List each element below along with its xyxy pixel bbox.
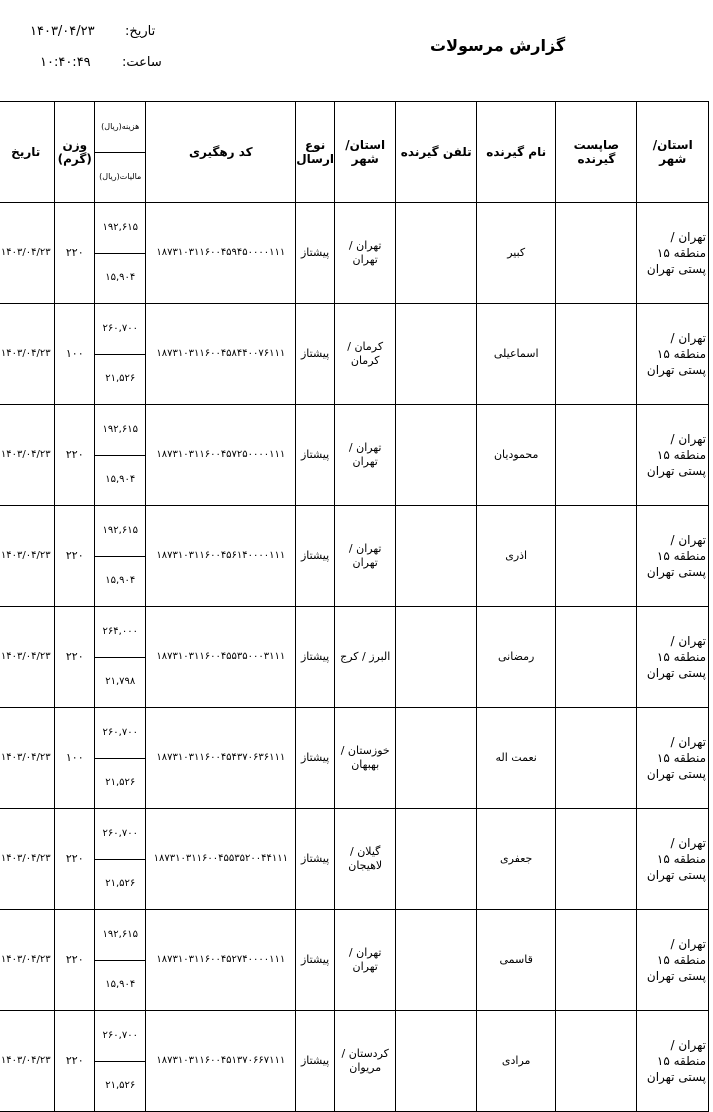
col-weight: وزن (گرم) bbox=[55, 102, 95, 203]
recipient-name-cell: قاسمی bbox=[477, 910, 556, 1011]
cost-value: ۲۶۰,۷۰۰ bbox=[95, 304, 145, 354]
date-cell: ۱۴۰۳/۰۴/۲۳ bbox=[0, 809, 55, 910]
table-row bbox=[0, 708, 709, 809]
tracking-cell: ۱۸۷۳۱۰۳۱۱۶۰۰۴۵۷۲۵۰۰۰۰۱۱۱ bbox=[146, 405, 296, 506]
recipient-phone-cell bbox=[396, 1011, 477, 1112]
origin-cell: تهران / منطقه ۱۵ پستی تهران bbox=[637, 405, 709, 506]
tracking-cell: ۱۸۷۳۱۰۳۱۱۶۰۰۴۵۴۳۷۰۶۳۶۱۱۱ bbox=[146, 708, 296, 809]
date-cell: ۱۴۰۳/۰۴/۲۳ bbox=[0, 304, 55, 405]
origin-cell: تهران / منطقه ۱۵ پستی تهران bbox=[637, 809, 709, 910]
time-label: ساعت: bbox=[122, 55, 162, 70]
sender-phone-cell bbox=[556, 1011, 637, 1112]
tax-value: ۱۵,۹۰۴ bbox=[105, 575, 136, 587]
dest-cell: تهران / تهران bbox=[334, 910, 395, 1011]
dest-cell: تهران / تهران bbox=[334, 506, 395, 607]
col-fees bbox=[95, 102, 146, 203]
tax-value: ۲۱,۷۹۸ bbox=[105, 676, 136, 688]
send-type-cell: پیشتاز bbox=[296, 708, 335, 809]
recipient-name-cell: کبیر bbox=[477, 203, 556, 304]
recipient-phone-cell bbox=[396, 708, 477, 809]
dest-cell: تهران / تهران bbox=[334, 405, 395, 506]
date-cell: ۱۴۰۳/۰۴/۲۳ bbox=[0, 506, 55, 607]
send-type-cell: پیشتاز bbox=[296, 405, 335, 506]
col-cost: هزینه(ریال) bbox=[95, 102, 145, 152]
tracking-cell: ۱۸۷۳۱۰۳۱۱۶۰۰۴۵۵۳۵۲۰۰۴۴۱۱۱ bbox=[146, 809, 296, 910]
tracking-cell: ۱۸۷۳۱۰۳۱۱۶۰۰۴۵۹۴۵۰۰۰۰۱۱۱ bbox=[146, 203, 296, 304]
sender-phone-cell bbox=[556, 506, 637, 607]
cost-value: ۱۹۲,۶۱۵ bbox=[95, 910, 145, 960]
report-title: گزارش مرسولات bbox=[430, 36, 566, 55]
tax-value: ۱۵,۹۰۴ bbox=[105, 474, 136, 486]
date-cell: ۱۴۰۳/۰۴/۲۳ bbox=[0, 405, 55, 506]
weight-cell: ۲۲۰ bbox=[55, 607, 95, 708]
col-date: تاریخ bbox=[0, 102, 55, 203]
weight-cell: ۲۲۰ bbox=[55, 203, 95, 304]
col-origin: استان/ شهر bbox=[637, 102, 709, 203]
col-recipient-name: نام گیرنده bbox=[477, 102, 556, 203]
fees-cell bbox=[95, 1011, 146, 1112]
table-row bbox=[0, 203, 709, 304]
recipient-phone-cell bbox=[396, 405, 477, 506]
fees-cell bbox=[95, 809, 146, 910]
fees-cell bbox=[95, 910, 146, 1011]
cost-value: ۲۶۰,۷۰۰ bbox=[95, 809, 145, 859]
recipient-name-cell: نعمت اله bbox=[477, 708, 556, 809]
sender-phone-cell bbox=[556, 708, 637, 809]
table-row bbox=[0, 405, 709, 506]
table-row bbox=[0, 607, 709, 708]
fees-cell bbox=[95, 708, 146, 809]
dest-cell: کردستان / مریوان bbox=[334, 1011, 395, 1112]
tracking-cell: ۱۸۷۳۱۰۳۱۱۶۰۰۴۵۲۷۴۰۰۰۰۱۱۱ bbox=[146, 910, 296, 1011]
sender-phone-cell bbox=[556, 405, 637, 506]
weight-cell: ۱۰۰ bbox=[55, 708, 95, 809]
date-value: ۱۴۰۳/۰۴/۲۳ bbox=[30, 24, 95, 39]
origin-cell: تهران / منطقه ۱۵ پستی تهران bbox=[637, 607, 709, 708]
fees-cell bbox=[95, 506, 146, 607]
recipient-name-cell: اذری bbox=[477, 506, 556, 607]
send-type-cell: پیشتاز bbox=[296, 1011, 335, 1112]
tax-value: ۲۱,۵۲۶ bbox=[105, 373, 136, 385]
report-date bbox=[30, 24, 110, 39]
cost-value: ۱۹۲,۶۱۵ bbox=[95, 506, 145, 556]
origin-cell: تهران / منطقه ۱۵ پستی تهران bbox=[637, 910, 709, 1011]
dest-cell: گیلان / لاهیجان bbox=[334, 809, 395, 910]
date-cell: ۱۴۰۳/۰۴/۲۳ bbox=[0, 1011, 55, 1112]
table-row bbox=[0, 809, 709, 910]
tracking-cell: ۱۸۷۳۱۰۳۱۱۶۰۰۴۵۱۳۷۰۶۶۷۱۱۱ bbox=[146, 1011, 296, 1112]
dest-cell: تهران / تهران bbox=[334, 203, 395, 304]
sender-phone-cell bbox=[556, 607, 637, 708]
send-type-cell: پیشتاز bbox=[296, 506, 335, 607]
recipient-phone-cell bbox=[396, 910, 477, 1011]
tracking-cell: ۱۸۷۳۱۰۳۱۱۶۰۰۴۵۵۳۵۰۰۰۳۱۱۱ bbox=[146, 607, 296, 708]
tracking-cell: ۱۸۷۳۱۰۳۱۱۶۰۰۴۵۶۱۴۰۰۰۰۱۱۱ bbox=[146, 506, 296, 607]
origin-cell: تهران / منطقه ۱۵ پستی تهران bbox=[637, 203, 709, 304]
send-type-cell: پیشتاز bbox=[296, 304, 335, 405]
origin-cell: تهران / منطقه ۱۵ پستی تهران bbox=[637, 304, 709, 405]
tax-value: ۲۱,۵۲۶ bbox=[105, 1080, 136, 1092]
tax-value: ۲۱,۵۲۶ bbox=[105, 878, 136, 890]
send-type-cell: پیشتاز bbox=[296, 809, 335, 910]
date-cell: ۱۴۰۳/۰۴/۲۳ bbox=[0, 708, 55, 809]
dest-cell: کرمان / کرمان bbox=[334, 304, 395, 405]
date-cell: ۱۴۰۳/۰۴/۲۳ bbox=[0, 203, 55, 304]
col-tracking: کد رهگیری bbox=[146, 102, 296, 203]
recipient-phone-cell bbox=[396, 304, 477, 405]
dest-cell: البرز / کرج bbox=[334, 607, 395, 708]
weight-cell: ۲۲۰ bbox=[55, 809, 95, 910]
time-value: ۱۰:۴۰:۴۹ bbox=[40, 55, 91, 70]
table-row bbox=[0, 304, 709, 405]
header-row bbox=[0, 102, 709, 203]
sender-phone-cell bbox=[556, 203, 637, 304]
origin-cell: تهران / منطقه ۱۵ پستی تهران bbox=[637, 708, 709, 809]
col-dest: استان/ شهر bbox=[334, 102, 395, 203]
sender-phone-cell bbox=[556, 304, 637, 405]
recipient-phone-cell bbox=[396, 607, 477, 708]
send-type-cell: پیشتاز bbox=[296, 607, 335, 708]
origin-cell: تهران / منطقه ۱۵ پستی تهران bbox=[637, 1011, 709, 1112]
weight-cell: ۲۲۰ bbox=[55, 1011, 95, 1112]
table-row bbox=[0, 910, 709, 1011]
recipient-name-cell: محمودیان bbox=[477, 405, 556, 506]
weight-cell: ۱۰۰ bbox=[55, 304, 95, 405]
fees-cell bbox=[95, 607, 146, 708]
recipient-phone-cell bbox=[396, 506, 477, 607]
shipments-table bbox=[0, 101, 709, 1112]
date-cell: ۱۴۰۳/۰۴/۲۳ bbox=[0, 607, 55, 708]
send-type-cell: پیشتاز bbox=[296, 203, 335, 304]
sender-phone-cell bbox=[556, 809, 637, 910]
fees-cell bbox=[95, 405, 146, 506]
tax-value: ۱۵,۹۰۴ bbox=[105, 272, 136, 284]
weight-cell: ۲۲۰ bbox=[55, 506, 95, 607]
fees-cell bbox=[95, 304, 146, 405]
recipient-name-cell: مرادی bbox=[477, 1011, 556, 1112]
cost-value: ۲۶۰,۷۰۰ bbox=[95, 1011, 145, 1061]
recipient-phone-cell bbox=[396, 203, 477, 304]
fees-cell bbox=[95, 203, 146, 304]
origin-cell: تهران / منطقه ۱۵ پستی تهران bbox=[637, 506, 709, 607]
col-send-type: نوع ارسال bbox=[296, 102, 335, 203]
date-cell: ۱۴۰۳/۰۴/۲۳ bbox=[0, 910, 55, 1011]
col-sender-phone: صاپست گیرنده bbox=[556, 102, 637, 203]
sender-phone-cell bbox=[556, 910, 637, 1011]
recipient-name-cell: جعفری bbox=[477, 809, 556, 910]
weight-cell: ۲۲۰ bbox=[55, 405, 95, 506]
col-tax: مالیات(ریال) bbox=[99, 172, 142, 182]
cost-value: ۱۹۲,۶۱۵ bbox=[95, 203, 145, 253]
cost-value: ۱۹۲,۶۱۵ bbox=[95, 405, 145, 455]
cost-value: ۲۶۴,۰۰۰ bbox=[95, 607, 145, 657]
col-recipient-phone: تلفن گیرنده bbox=[396, 102, 477, 203]
tax-value: ۲۱,۵۲۶ bbox=[105, 777, 136, 789]
tracking-cell: ۱۸۷۳۱۰۳۱۱۶۰۰۴۵۸۴۴۰۰۷۶۱۱۱ bbox=[146, 304, 296, 405]
send-type-cell: پیشتاز bbox=[296, 910, 335, 1011]
table-row bbox=[0, 1011, 709, 1112]
date-label: تاریخ: bbox=[125, 24, 156, 39]
recipient-name-cell: رمضانی bbox=[477, 607, 556, 708]
weight-cell: ۲۲۰ bbox=[55, 910, 95, 1011]
cost-value: ۲۶۰,۷۰۰ bbox=[95, 708, 145, 758]
table-row bbox=[0, 506, 709, 607]
recipient-name-cell: اسماعیلی bbox=[477, 304, 556, 405]
recipient-phone-cell bbox=[396, 809, 477, 910]
dest-cell: خوزستان / بهبهان bbox=[334, 708, 395, 809]
tax-value: ۱۵,۹۰۴ bbox=[105, 979, 136, 991]
